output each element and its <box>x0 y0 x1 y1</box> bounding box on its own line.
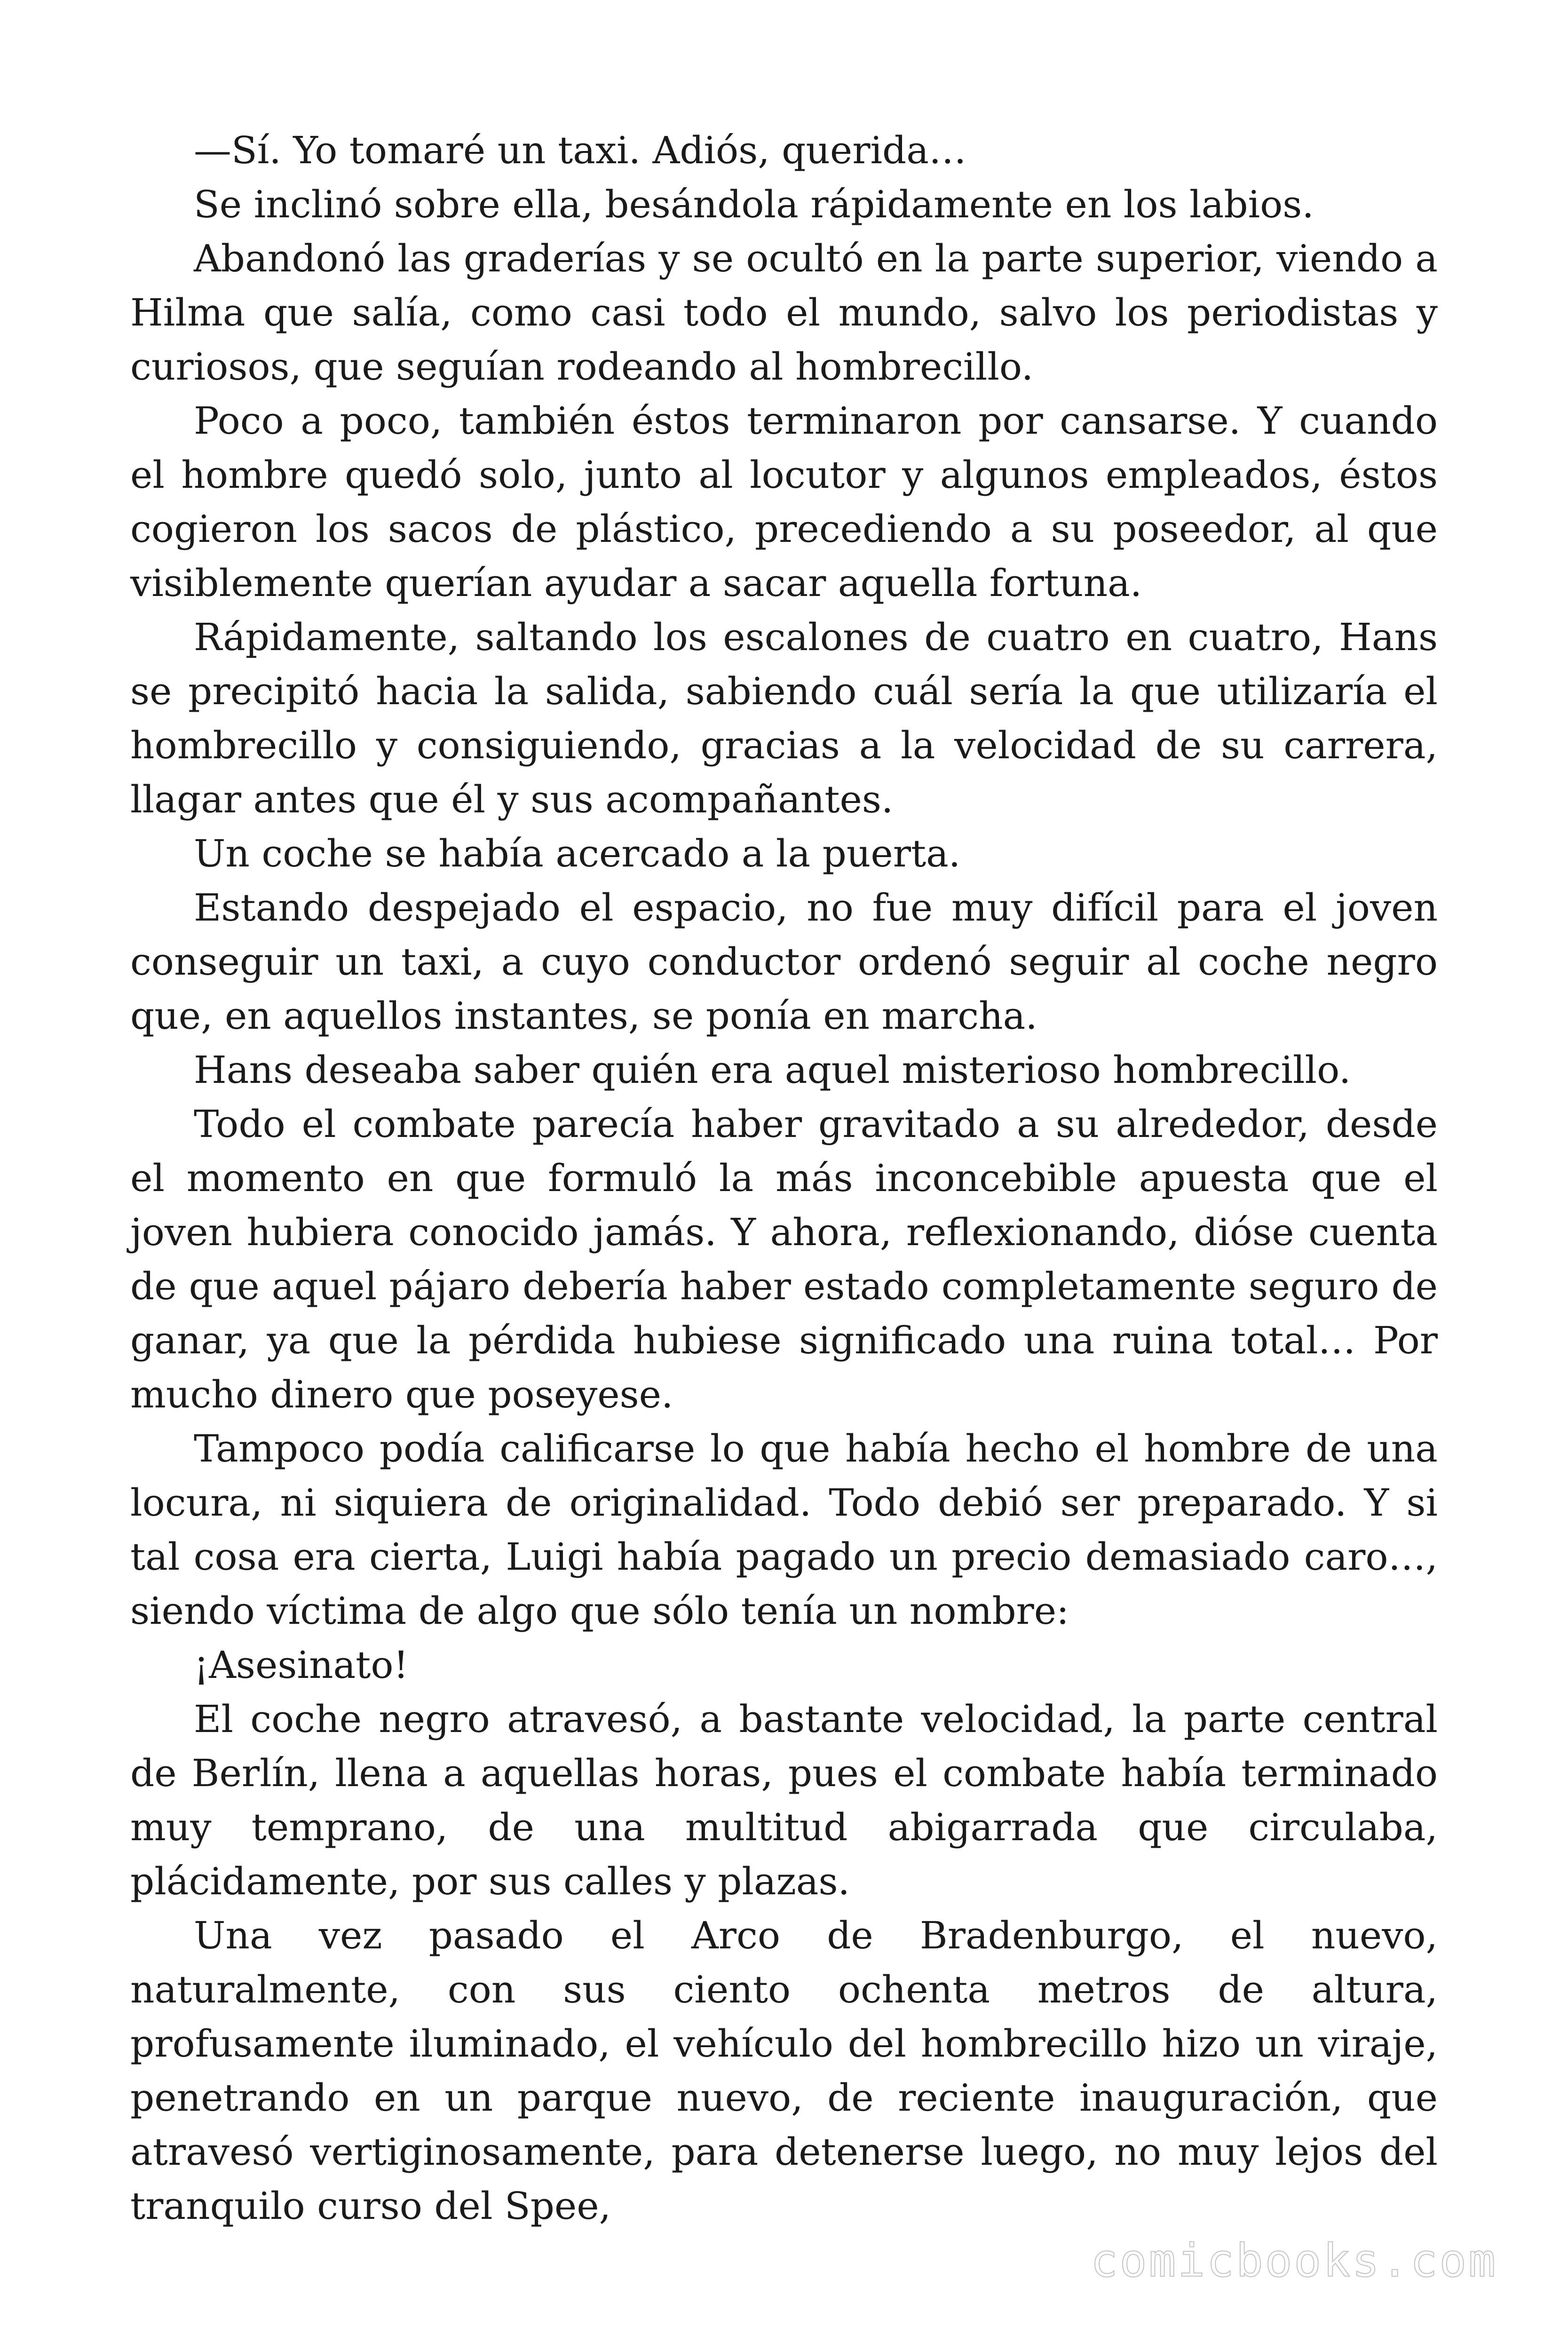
paragraph: Hans deseaba saber quién era aquel misterioso hombrecillo. <box>194 1048 1351 1092</box>
paragraph: —Sí. Yo tomaré un taxi. Adiós, querida… <box>194 128 966 172</box>
paragraph: El coche negro atravesó, a bastante velocidad, la parte central de Berlín, llena a aquellas horas, pues el combate había terminado muy temprano, de una multitud abigarrada que circulaba, plácidamente, por sus calles y plazas. <box>130 1697 1438 1903</box>
paragraph: Abandonó las graderías y se ocultó en la parte superior, viendo a Hilma que salía, como casi todo el mundo, salvo los periodistas y curiosos, que seguían rodeando al hombrecillo. <box>130 237 1438 389</box>
paragraph: Estando despejado el espacio, no fue muy difícil para el joven conseguir un taxi, a cuyo conductor ordenó seguir al coche negro que, en aquellos instantes, se ponía en marcha. <box>130 886 1438 1038</box>
paragraph: Un coche se había acercado a la puerta. <box>194 832 961 875</box>
paragraph: Rápidamente, saltando los escalones de cuatro en cuatro, Hans se precipitó hacia la salida, sabiendo cuál sería la que utilizaría el hombrecillo y consiguiendo, gracias a la velocidad de su carrera, llagar antes que él y sus acompañantes. <box>130 615 1438 821</box>
paragraph: Una vez pasado el Arco de Bradenburgo, el nuevo, naturalmente, con sus ciento ochenta metros de altura, profusamente iluminado, el vehículo del hombrecillo hizo un viraje, penetrando en un parque nuevo, de reciente inauguración, que atravesó vertiginosamente, para detenerse luego, no muy lejos del tranquilo curso del Spee, <box>130 1914 1438 2228</box>
body-text <box>130 123 1438 2233</box>
paragraph: Tampoco podía calificarse lo que había hecho el hombre de una locura, ni siquiera de originalidad. Todo debió ser preparado. Y si tal cosa era cierta, Luigi había pagado un precio demasiado caro…, siendo víctima de algo que sólo tenía un nombre: <box>130 1427 1438 1633</box>
paragraph: Poco a poco, también éstos terminaron por cansarse. Y cuando el hombre quedó solo, junto al locutor y algunos empleados, éstos cogieron los sacos de plástico, precediendo a su poseedor, al que visiblemente querían ayudar a sacar aquella fortuna. <box>130 399 1438 605</box>
paragraph: ¡Asesinato! <box>194 1643 409 1687</box>
paragraph: Se inclinó sobre ella, besándola rápidamente en los labios. <box>194 183 1314 226</box>
paragraph: Todo el combate parecía haber gravitado a su alrededor, desde el momento en que formuló la más inconcebible apuesta que el joven hubiera conocido jamás. Y ahora, reflexionando, dióse cuenta de que aquel pájaro debería haber estado completamente seguro de ganar, ya que la pérdida hubiese significado una ruina total… Por mucho dinero que poseyese. <box>130 1102 1438 1416</box>
watermark: comicbooks.com <box>1090 2234 1497 2287</box>
